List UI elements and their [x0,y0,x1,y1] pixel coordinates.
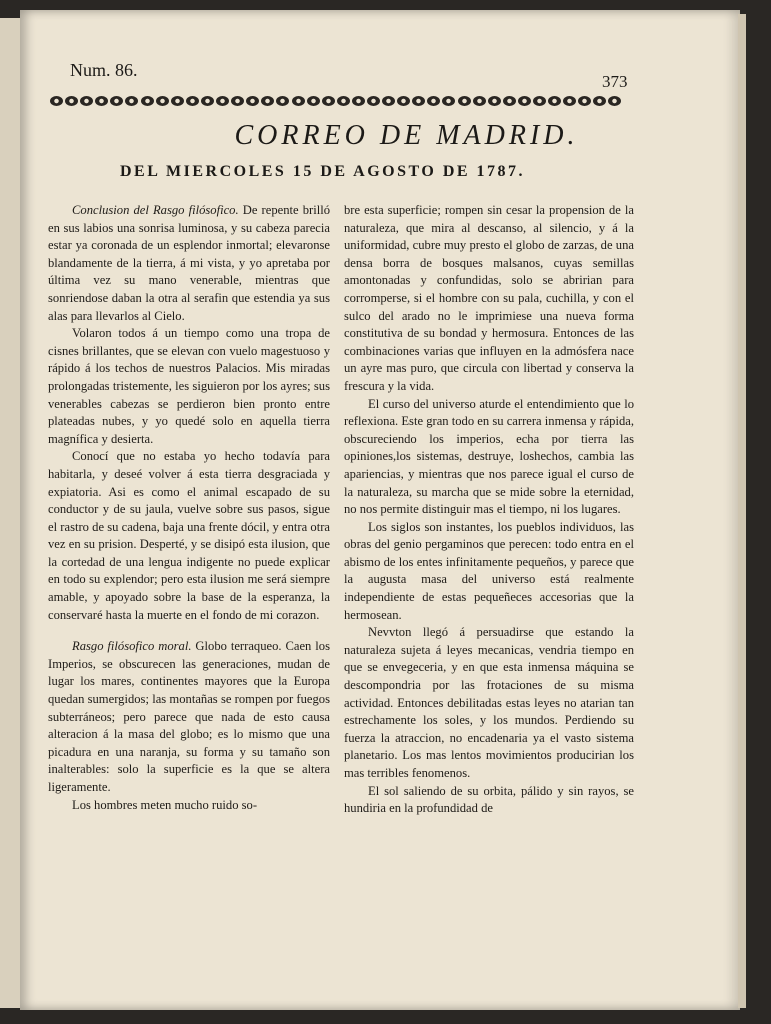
ornament-glyph [352,96,365,106]
ornament-glyph [307,96,320,106]
ornament-glyph [80,96,93,106]
dateline: DEL MIERCOLES 15 DE AGOSTO DE 1787. [120,163,526,180]
section-lead: Conclusion del Rasgo filósofico. [72,203,239,217]
paragraph: Los siglos son instantes, los pueblos individuos, las obras del genio pergaminos que perecen: todo entra en el abismo de los entes infinitamente pequeños, y parece que la augusta masa del universo está realmente independiente de estas pequeñeces accesorias que la hermosean. [344,519,634,622]
ornament-glyph [261,96,274,106]
ornament-glyph [110,96,123,106]
ornament-glyph [50,96,63,106]
masthead-title: CORREO DE MADRID. [234,120,579,151]
ornament-glyph [503,96,516,106]
ornament-glyph [427,96,440,106]
ornament-glyph [382,96,395,106]
ornament-glyph [518,96,531,106]
ornament-glyph [186,96,199,106]
page-number: 373 [602,72,628,91]
ornament-glyph [412,96,425,106]
paragraph: Los hombres meten mucho ruido so- [72,797,258,812]
ornament-glyph [548,96,561,106]
ornament-glyph [231,96,244,106]
paragraph: Conocí que no estaba yo hecho todavía para habitarla, y deseé volver á esta tierra desgraciada y expiatoria. Asi es como el animal escapado de su conductor y de su jaula, vuelve sobre sus pasos, sigue el rastro de su cadena, baja una frente dócil, y entra otra vez en su prision. Desperté, y se disipó esta ilusion, que la cortedad de una lengua indigente no puede explicar en todo su explendor; pero esta ilusion me será siempre amable, y apoyado sobre la base de la esperanza, la conservaré hasta la muerte en el fondo de mi corazon. [48,449,330,622]
ornament-glyph [563,96,576,106]
ornament-glyph [156,96,169,106]
ornament-glyph [608,96,621,106]
issue-number: Num. 86. [70,60,138,80]
ornament-glyph [216,96,229,106]
ornament-glyph [125,96,138,106]
ornament-glyph [593,96,606,106]
ornament-glyph [95,96,108,106]
paragraph: Nevvton llegó á persuadirse que estando la naturaleza sujeta á leyes mecanicas, vendria tiempo en que se envegeceria, y en que esta inmensa máquina se descompondria por las frotaciones de su misma actividad. Entonces debilitadas estas leyes no atarian tan estrechamente los soles, y los mundos. Perdiendo su fuerza la atraccion, no encadenaria ya el vasto sistema planetario. Los mas lentos movimientos producirian los mas terribles fenomenos. [344,625,634,780]
ornament-glyph [367,96,380,106]
ornament-glyph [488,96,501,106]
ornament-glyph [442,96,455,106]
paragraph: El curso del universo aturde el entendimiento que lo reflexiona. Este gran todo en su carrera inmensa y rápida, obscureciendo los imperios, echa por tierra las opiniones,los sistemas, destruye, loshechos, cambia las apariencias, y mientras que nos parece igual el curso de la naturaleza, su marcha que se mide sobre la eternidad, no nos permite distinguir mas el tiempo, ni los lugares. [344,396,634,517]
paragraph: El sol saliendo de su orbita, pálido y sin rayos, se hundiria en la profundidad de [344,783,634,816]
ornament-glyph [458,96,471,106]
ornament-glyph [397,96,410,106]
ornament-glyph [322,96,335,106]
ornament-glyph [533,96,546,106]
paragraph: Rasgo filósofico moral. Globo terraqueo. Caen los Imperios, se obscurecen las generaciones, mudan de lugar los mares, continentes mayores que la Europa quedan sumergidos; las montañas se rompen por fuegos subterráneos; pero parece que nada de esto causa alteracion á la masa del globo; es lo mismo que una picadura en una naranja, su forma y su tamaño son inalterables: solo la superficie es la que se altera ligeramente. [48,639,330,794]
paragraph: bre esta superficie; rompen sin cesar la propension de la naturaleza, que mira al descanso, al silencio, y á la uniformidad, cubre muy presto el globo de zarzas, de una densa borra de bosques malsanos, cuyas semillas amontonadas y confundidas, solo se abririan para corromperse, si el hombre con su pala, cuchilla, y con el sulco del arado no le imprimiese una nueva forma constitutiva de su bondad y hermosura. Entonces de las combinaciones varias que influyen en la admósfera nace un ayre mas puro, que circula con libertad y conserva la frescura y la vida. [344,203,634,393]
ornament-glyph [201,96,214,106]
ornament-glyph [141,96,154,106]
ornament-glyph [337,96,350,106]
page-stack-edge [738,14,746,1008]
left-column [48,202,330,814]
right-column [344,202,634,818]
ornament-glyph [578,96,591,106]
paragraph: Volaron todos á un tiempo como una tropa de cisnes brillantes, que se elevan con vuelo magestuoso y rápido á los techos de nuestros Palacios. Mis miradas prolongadas tristemente, les siguieron por los ayres; sus venerables cabezas se perdieron bien pronto entre plateadas nubes, y yo quedé solo en aquella tierra magnífica y desierta. [48,326,330,446]
ornamental-rule [50,93,630,109]
ornament-glyph [246,96,259,106]
ornament-glyph [171,96,184,106]
paragraph: Conclusion del Rasgo filósofico. De repente brilló en sus labios una sonrisa luminosa, y su cabeza parecia estar ya coronada de un esplendor inmortal; elevaronse blandamente de la tierra, á mi vista, y yo apretaba por última vez su mano venerable, mientras que sonriendose daban la otra al serafin que estendia ya sus alas para llevarlos al Cielo. [48,203,330,323]
ornament-glyph [292,96,305,106]
ornament-glyph [276,96,289,106]
ornament-glyph [65,96,78,106]
section-lead: Rasgo filósofico moral. [72,639,192,654]
ornament-glyph [473,96,486,106]
